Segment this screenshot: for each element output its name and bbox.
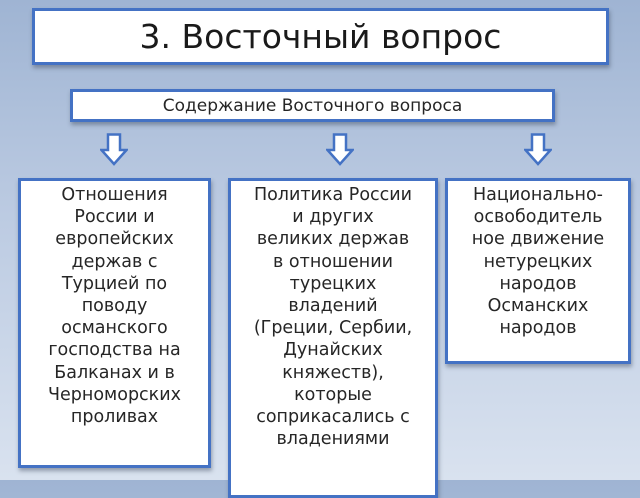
page-title: 3. Восточный вопрос: [139, 17, 502, 56]
content-line: Балканах и в: [54, 362, 175, 383]
down-arrow-icon: [100, 133, 128, 166]
content-box-policy: [228, 178, 438, 498]
content-line: владений: [288, 296, 378, 317]
content-line: Турцией по: [61, 273, 168, 294]
content-line: ное движение: [471, 229, 605, 250]
down-arrow-icon: [524, 133, 552, 166]
content-line: Черноморских: [48, 384, 181, 405]
content-line: великих держав: [256, 229, 410, 250]
content-line: турецких: [289, 273, 377, 294]
content-line: Османских: [487, 296, 589, 317]
content-line: (Греции, Сербии,: [253, 318, 413, 339]
content-line: европейских: [55, 229, 174, 250]
down-arrow-icon: [326, 133, 354, 166]
content-box-liberation: [445, 178, 631, 364]
title-box: [32, 8, 609, 65]
content-line: народов: [499, 273, 577, 294]
content-line: в отношении: [273, 251, 393, 272]
content-line: соприкасались с: [256, 407, 410, 428]
content-line: нетурецких: [483, 251, 593, 272]
content-line: Отношения: [61, 185, 168, 205]
content-line: России и: [74, 207, 155, 228]
content-line: Дунайских: [283, 340, 383, 361]
subtitle-box: [70, 89, 555, 122]
content-line: народов: [499, 318, 577, 339]
content-line: освободитель: [473, 207, 603, 228]
content-line: и других: [292, 207, 374, 228]
content-line: держав с: [71, 251, 158, 272]
content-line: княжеств),: [282, 362, 384, 383]
content-line: владениями: [276, 429, 390, 450]
content-line: Национально-: [472, 185, 603, 205]
content-line: Политика России: [253, 185, 413, 205]
content-line: османского: [61, 318, 168, 339]
content-line: господства на: [48, 340, 181, 361]
content-line: проливах: [70, 407, 159, 428]
content-line: поводу: [81, 296, 148, 317]
content-line: которые: [294, 384, 372, 405]
subtitle-text: Содержание Восточного вопроса: [162, 95, 463, 116]
content-box-relations: [18, 178, 211, 468]
